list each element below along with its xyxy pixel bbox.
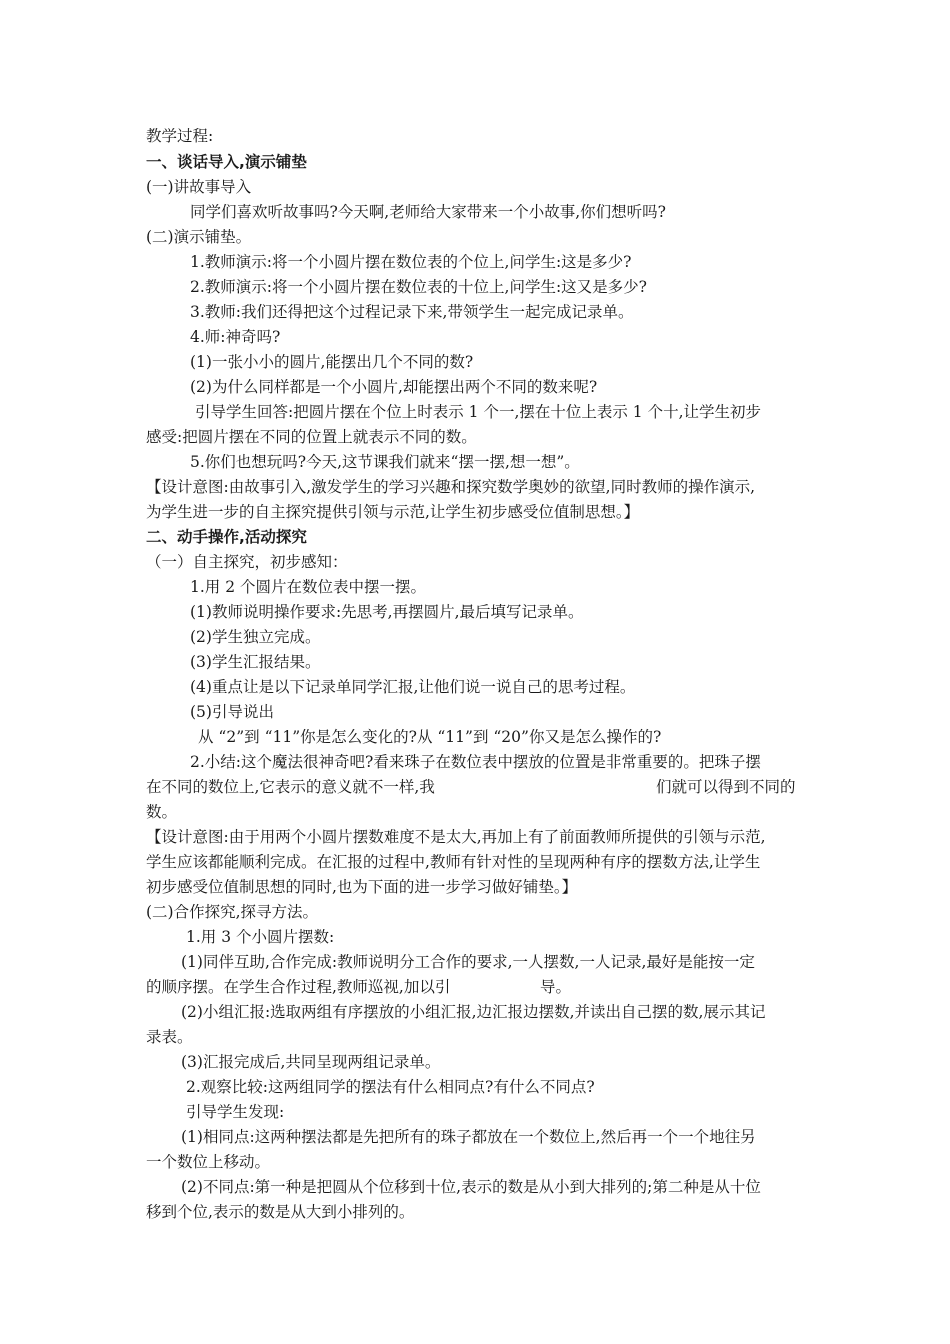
text-line: (2)不同点:第一种是把圆从个位移到十位,表示的数是从小到大排列的;第二种是从十位 xyxy=(181,1178,761,1196)
text-line: 2.教师演示:将一个小圆片摆在数位表的十位上,问学生:这又是多少? xyxy=(190,278,647,296)
text-line: 2.小结:这个魔法很神奇吧?看来珠子在数位表中摆放的位置是非常重要的。把珠子摆 xyxy=(190,753,761,771)
text-line: (2)为什么同样都是一个小圆片,却能摆出两个不同的数来呢? xyxy=(190,378,598,396)
text-line: (1)同伴互助,合作完成:教师说明分工合作的要求,一人摆数,一人记录,最好是能按一定 xyxy=(181,953,755,971)
text-line: 导。 xyxy=(540,978,572,996)
text-line: 教学过程: xyxy=(146,127,214,145)
section-heading: 二、动手操作,活动探究 xyxy=(146,528,307,546)
text-line: 引导学生发现: xyxy=(186,1103,285,1121)
text-line: 1.用 3 个小圆片摆数: xyxy=(186,928,335,946)
text-line: 们就可以得到不同的 xyxy=(656,778,796,796)
text-line: 数。 xyxy=(146,803,178,821)
text-line: (1)一张小小的圆片,能摆出几个不同的数? xyxy=(190,353,474,371)
text-line: 移到个位,表示的数是从大到小排列的。 xyxy=(146,1203,415,1221)
text-line: 引导学生回答:把圆片摆在个位上时表示 1 个一,摆在十位上表示 1 个十,让学生初步 xyxy=(195,403,762,421)
design-intent-note: 学生应该都能顺利完成。在汇报的过程中,教师有针对性的呈现两种有序的摆数方法,让学生 xyxy=(146,853,761,871)
text-line: 一个数位上移动。 xyxy=(146,1153,271,1171)
text-line: (1)教师说明操作要求:先思考,再摆圆片,最后填写记录单。 xyxy=(190,603,584,621)
design-intent-note: 【设计意图:由故事引入,激发学生的学习兴趣和探究数学奥妙的欲望,同时教师的操作演示, xyxy=(146,478,756,496)
section-heading: 一、谈话导入,演示铺垫 xyxy=(146,153,307,171)
text-line: (5)引导说出 xyxy=(190,703,274,721)
text-line: 1.用 2 个圆片在数位表中摆一摆。 xyxy=(190,578,427,596)
text-line: 从 “2”到 “11”你是怎么变化的?从 “11”到 “20”你又是怎么操作的? xyxy=(198,728,662,746)
text-line: 1.教师演示:将一个小圆片摆在数位表的个位上,问学生:这是多少? xyxy=(190,253,632,271)
text-line: 同学们喜欢听故事吗?今天啊,老师给大家带来一个小故事,你们想听吗? xyxy=(190,203,666,221)
text-line: (3)汇报完成后,共同呈现两组记录单。 xyxy=(181,1053,441,1071)
text-line: 2.观察比较:这两组同学的摆法有什么相同点?有什么不同点? xyxy=(186,1078,595,1096)
text-line: (3)学生汇报结果。 xyxy=(190,653,321,671)
text-line: (4)重点让是以下记录单同学汇报,让他们说一说自己的思考过程。 xyxy=(190,678,636,696)
design-intent-note: 为学生进一步的自主探究提供引领与示范,让学生初步感受位值制思想。】 xyxy=(146,503,640,521)
text-line: 4.师:神奇吗? xyxy=(190,328,281,346)
subsection-heading: (二)演示铺垫。 xyxy=(146,228,252,246)
text-line: (2)学生独立完成。 xyxy=(190,628,321,646)
text-line: (1)相同点:这两种摆法都是先把所有的珠子都放在一个数位上,然后再一个一个地往另 xyxy=(181,1128,756,1146)
text-line: 录表。 xyxy=(146,1028,193,1046)
subsection-heading: （一）自主探究，初步感知： xyxy=(146,553,348,571)
text-line: 在不同的数位上,它表示的意义就不一样,我 xyxy=(146,778,435,796)
text-line: 3.教师:我们还得把这个过程记录下来,带领学生一起完成记录单。 xyxy=(190,303,634,321)
subsection-heading: (二)合作探究,探寻方法。 xyxy=(146,903,319,921)
text-line: 的顺序摆。在学生合作过程,教师巡视,加以引 xyxy=(146,978,451,996)
text-line: 感受:把圆片摆在不同的位置上就表示不同的数。 xyxy=(146,428,477,446)
text-line: (2)小组汇报:选取两组有序摆放的小组汇报,边汇报边摆数,并读出自己摆的数,展示其记 xyxy=(181,1003,766,1021)
design-intent-note: 【设计意图:由于用两个小圆片摆数难度不是太大,再加上有了前面教师所提供的引领与示范, xyxy=(146,828,766,846)
subsection-heading: (一)讲故事导入 xyxy=(146,178,252,196)
design-intent-note: 初步感受位值制思想的同时,也为下面的进一步学习做好铺垫。】 xyxy=(146,878,578,896)
text-line: 5.你们也想玩吗?今天,这节课我们就来“摆一摆,想一想”。 xyxy=(190,453,580,471)
